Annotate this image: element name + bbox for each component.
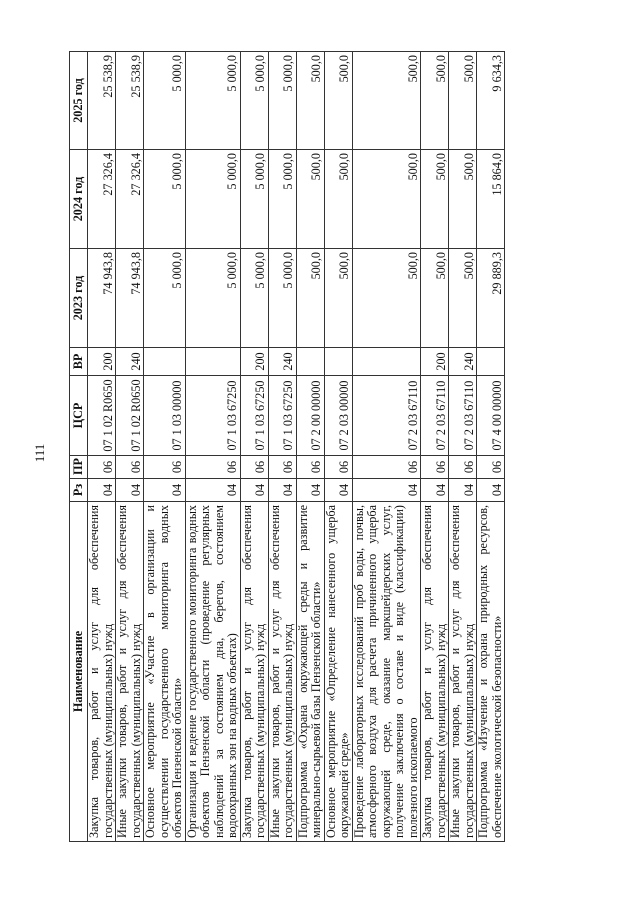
cell-2024: 500,0 — [421, 150, 449, 249]
cell-csr: 07 1 02 R0650 — [88, 376, 116, 456]
col-header-csr: ЦСР — [70, 376, 88, 456]
cell-2023: 500,0 — [324, 249, 352, 348]
cell-vr — [352, 348, 421, 376]
table-row — [268, 52, 296, 842]
col-header-rz: Рз — [70, 479, 88, 502]
cell-csr: 07 4 00 00000 — [477, 376, 505, 456]
cell-vr: 240 — [449, 348, 477, 376]
table-row — [477, 52, 505, 842]
cell-2025: 500,0 — [324, 52, 352, 150]
cell-2024: 500,0 — [296, 150, 324, 249]
table-row — [296, 52, 324, 842]
cell-pr: 06 — [116, 456, 144, 479]
cell-name: Проведение лабораторных исследований проб воды, почвы, атмосферного воздуха для расчета причиненного ущерба окружающей среде, оказание маркшейдерских услуг, получение заключения о составе и виде (классификации) полезного ископаемого — [352, 502, 421, 842]
cell-name: Закупка товаров, работ и услуг для обеспечения государственных (муниципальных) нужд — [421, 502, 449, 842]
cell-rz: 04 — [116, 479, 144, 502]
cell-pr: 06 — [144, 456, 186, 479]
table-row — [449, 52, 477, 842]
cell-2025: 500,0 — [449, 52, 477, 150]
cell-rz: 04 — [268, 479, 296, 502]
cell-rz: 04 — [324, 479, 352, 502]
cell-name: Основное мероприятие «Определение нанесенного ущерба окружающей среде» — [324, 502, 352, 842]
cell-2024: 500,0 — [352, 150, 421, 249]
cell-2025: 500,0 — [296, 52, 324, 150]
cell-vr — [144, 348, 186, 376]
cell-2023: 74 943,8 — [116, 249, 144, 348]
cell-name: Организация и ведение государственного мониторинга водных объектов Пензенской области (проведение регулярных наблюдений за состоянием дна, берегов, состоянием водоохранных зон на водных объектах) — [185, 502, 240, 842]
cell-2025: 25 538,9 — [116, 52, 144, 150]
cell-pr: 06 — [449, 456, 477, 479]
cell-2024: 500,0 — [449, 150, 477, 249]
cell-vr: 240 — [268, 348, 296, 376]
cell-pr: 06 — [421, 456, 449, 479]
cell-csr: 07 1 03 67250 — [240, 376, 268, 456]
cell-2023: 500,0 — [352, 249, 421, 348]
cell-rz: 04 — [240, 479, 268, 502]
cell-csr: 07 1 03 67250 — [268, 376, 296, 456]
col-header-pr: ПР — [70, 456, 88, 479]
cell-2025: 500,0 — [352, 52, 421, 150]
cell-rz: 04 — [185, 479, 240, 502]
cell-2024: 15 864,0 — [477, 150, 505, 249]
cell-2024: 5 000,0 — [240, 150, 268, 249]
cell-rz: 04 — [296, 479, 324, 502]
cell-2023: 500,0 — [449, 249, 477, 348]
page-number: 111 — [32, 443, 47, 463]
cell-2023: 500,0 — [296, 249, 324, 348]
cell-2024: 27 326,4 — [88, 150, 116, 249]
col-header-2024: 2024 год — [70, 150, 88, 249]
cell-pr: 06 — [185, 456, 240, 479]
cell-rz: 04 — [421, 479, 449, 502]
cell-pr: 06 — [268, 456, 296, 479]
table-row — [185, 52, 240, 842]
cell-vr — [477, 348, 505, 376]
cell-vr: 200 — [240, 348, 268, 376]
cell-name: Подпрограмма «Изучение и охрана природных ресурсов, обеспечение экологической безопасности» — [477, 502, 505, 842]
cell-2025: 9 634,3 — [477, 52, 505, 150]
cell-csr: 07 1 03 00000 — [144, 376, 186, 456]
table-row — [116, 52, 144, 842]
cell-2024: 5 000,0 — [144, 150, 186, 249]
cell-2023: 5 000,0 — [240, 249, 268, 348]
col-header-2025: 2025 год — [70, 52, 88, 150]
table-row — [324, 52, 352, 842]
cell-pr: 06 — [324, 456, 352, 479]
cell-2024: 500,0 — [324, 150, 352, 249]
table-row — [352, 52, 421, 842]
col-header-vr: ВР — [70, 348, 88, 376]
cell-rz: 04 — [352, 479, 421, 502]
cell-csr: 07 2 03 00000 — [324, 376, 352, 456]
cell-csr: 07 1 02 R0650 — [116, 376, 144, 456]
cell-2025: 5 000,0 — [268, 52, 296, 150]
cell-pr: 06 — [296, 456, 324, 479]
cell-rz: 04 — [88, 479, 116, 502]
cell-name: Иные закупки товаров, работ и услуг для обеспечения государственных (муниципальных) нужд — [116, 502, 144, 842]
cell-pr: 06 — [477, 456, 505, 479]
cell-2023: 5 000,0 — [144, 249, 186, 348]
cell-2024: 27 326,4 — [116, 150, 144, 249]
cell-pr: 06 — [352, 456, 421, 479]
cell-2024: 5 000,0 — [185, 150, 240, 249]
cell-csr: 07 2 03 67110 — [449, 376, 477, 456]
cell-vr: 200 — [421, 348, 449, 376]
col-header-name: Наименование — [70, 502, 88, 842]
budget-table — [69, 51, 505, 842]
cell-2025: 5 000,0 — [185, 52, 240, 150]
cell-name: Закупка товаров, работ и услуг для обеспечения государственных (муниципальных) нужд — [240, 502, 268, 842]
cell-name: Иные закупки товаров, работ и услуг для обеспечения государственных (муниципальных) нужд — [449, 502, 477, 842]
table-row — [421, 52, 449, 842]
cell-pr: 06 — [240, 456, 268, 479]
cell-2023: 74 943,8 — [88, 249, 116, 348]
cell-rz: 04 — [144, 479, 186, 502]
cell-vr — [324, 348, 352, 376]
cell-2023: 5 000,0 — [185, 249, 240, 348]
cell-name: Подпрограмма «Охрана окружающей среды и развитие минерально-сырьевой базы Пензенской области» — [296, 502, 324, 842]
cell-2023: 500,0 — [421, 249, 449, 348]
cell-csr: 07 2 03 67110 — [421, 376, 449, 456]
cell-2025: 25 538,9 — [88, 52, 116, 150]
cell-vr: 240 — [116, 348, 144, 376]
col-header-2023: 2023 год — [70, 249, 88, 348]
cell-2025: 5 000,0 — [144, 52, 186, 150]
cell-vr — [296, 348, 324, 376]
table-header-row — [70, 52, 88, 842]
cell-2023: 29 889,3 — [477, 249, 505, 348]
cell-rz: 04 — [449, 479, 477, 502]
cell-name: Основное мероприятие «Участие в организации и осуществлении государственного мониторинга водных объектов Пензенской области» — [144, 502, 186, 842]
cell-vr — [185, 348, 240, 376]
table-row — [88, 52, 116, 842]
cell-csr: 07 2 03 67110 — [352, 376, 421, 456]
cell-rz: 04 — [477, 479, 505, 502]
cell-2023: 5 000,0 — [268, 249, 296, 348]
cell-name: Иные закупки товаров, работ и услуг для обеспечения государственных (муниципальных) нужд — [268, 502, 296, 842]
cell-pr: 06 — [88, 456, 116, 479]
cell-name: Закупка товаров, работ и услуг для обеспечения государственных (муниципальных) нужд — [88, 502, 116, 842]
cell-csr: 07 1 03 67250 — [185, 376, 240, 456]
cell-2025: 500,0 — [421, 52, 449, 150]
table-row — [144, 52, 186, 842]
cell-2025: 5 000,0 — [240, 52, 268, 150]
cell-2024: 5 000,0 — [268, 150, 296, 249]
cell-vr: 200 — [88, 348, 116, 376]
rotated-table-container — [69, 52, 545, 842]
cell-csr: 07 2 00 00000 — [296, 376, 324, 456]
table-row — [240, 52, 268, 842]
